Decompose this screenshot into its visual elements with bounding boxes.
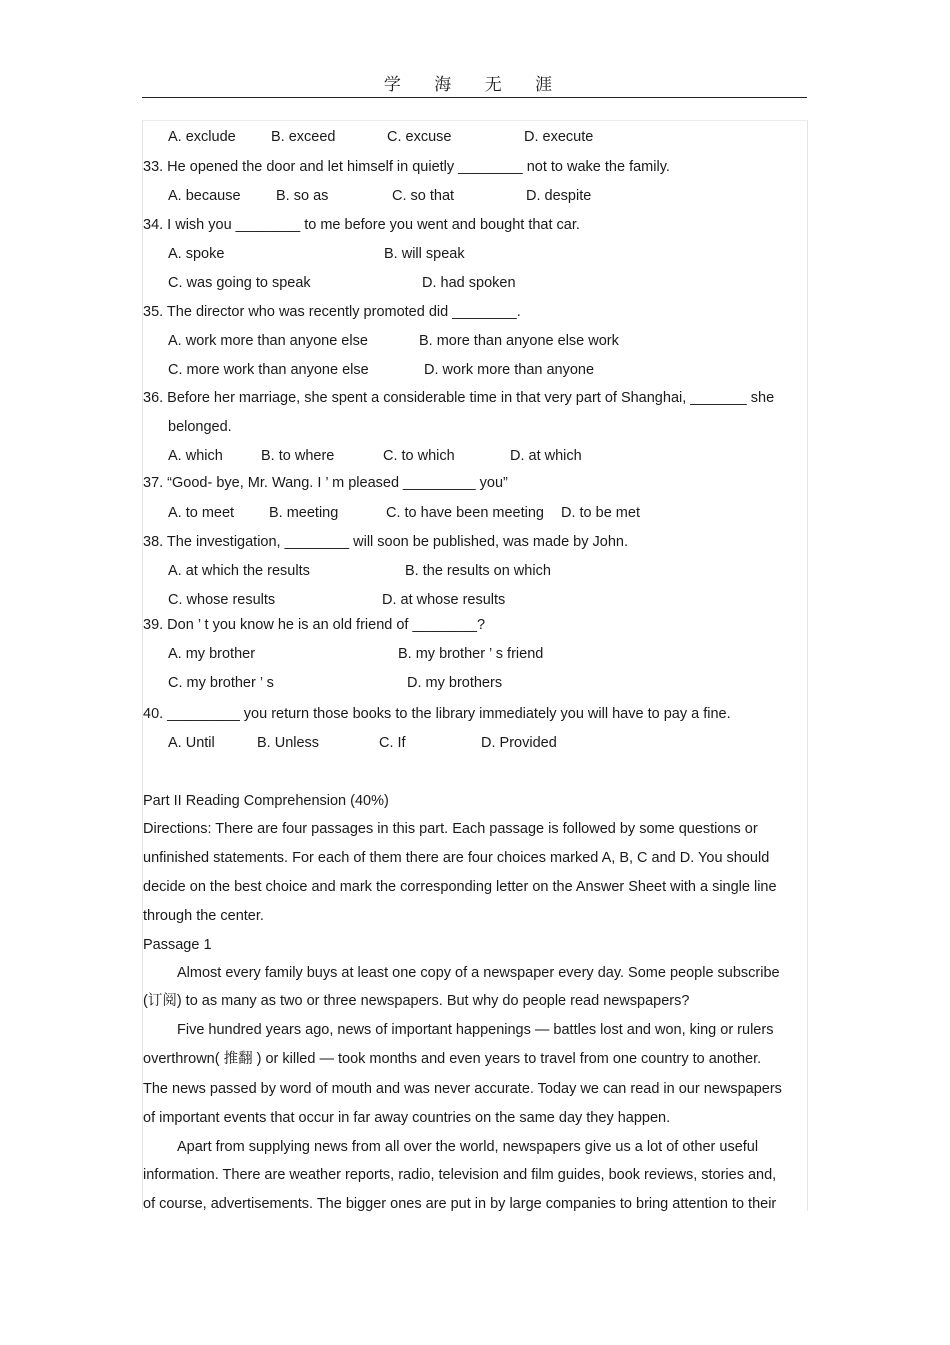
para2-line-4: of important events that occur in far away countries on the same day they happen.: [143, 1110, 671, 1126]
q34-option-a: A. spoke: [168, 246, 225, 262]
para3-line-3: of course, advertisements. The bigger ones are put in by large companies to bring attention to their: [143, 1196, 777, 1212]
q39-option-c: C. my brother ’ s: [168, 675, 274, 691]
para2-line-1: Five hundred years ago, news of important happenings — battles lost and won, king or rulers: [177, 1022, 774, 1038]
q36-option-c: C. to which: [383, 448, 455, 464]
q37-stem: 37. “Good- bye, Mr. Wang. I ’ m pleased _________ you”: [143, 475, 508, 491]
q35-stem: 35. The director who was recently promoted did ________.: [143, 304, 521, 320]
q36-option-a: A. which: [168, 448, 223, 464]
q35-option-a: A. work more than anyone else: [168, 333, 368, 349]
para3-line-2: information. There are weather reports, radio, television and film guides, book reviews, stories and,: [143, 1167, 777, 1183]
q39-option-d: D. my brothers: [407, 675, 503, 691]
q40-option-d: D. Provided: [481, 735, 557, 751]
q32-option-d: D. execute: [524, 129, 594, 145]
directions-line-3: decide on the best choice and mark the corresponding letter on the Answer Sheet with a single line: [143, 879, 777, 895]
q38-option-b: B. the results on which: [405, 563, 551, 579]
q39-option-b: B. my brother ’ s friend: [398, 646, 544, 662]
q33-option-a: A. because: [168, 188, 241, 204]
q34-option-d: D. had spoken: [422, 275, 516, 291]
para2-line-2: overthrown( 推翻 ) or killed — took months and even years to travel from one country to another.: [143, 1051, 762, 1067]
q35-option-b: B. more than anyone else work: [419, 333, 619, 349]
para2-line-3: The news passed by word of mouth and was never accurate. Today we can read in our newspapers: [143, 1081, 782, 1097]
q34-stem: 34. I wish you ________ to me before you went and bought that car.: [143, 217, 580, 233]
page-header-title: 学 海 无 涯: [383, 75, 567, 95]
q32-option-b: B. exceed: [271, 129, 336, 145]
q36-option-d: D. at which: [510, 448, 582, 464]
q40-stem: 40. _________ you return those books to the library immediately you will have to pay a fine.: [143, 706, 731, 722]
q39-option-a: A. my brother: [168, 646, 256, 662]
q33-stem: 33. He opened the door and let himself in quietly ________ not to wake the family.: [143, 159, 670, 175]
q37-option-d: D. to be met: [561, 505, 640, 521]
part2-title: Part II Reading Comprehension (40%): [143, 793, 389, 809]
q37-option-b: B. meeting: [269, 505, 339, 521]
q33-option-b: B. so as: [276, 188, 329, 204]
q32-option-c: C. excuse: [387, 129, 452, 145]
q35-option-c: C. more work than anyone else: [168, 362, 369, 378]
q38-option-d: D. at whose results: [382, 592, 506, 608]
q40-option-b: B. Unless: [257, 735, 320, 751]
q33-option-d: D. despite: [526, 188, 592, 204]
directions-line-1: Directions: There are four passages in this part. Each passage is followed by some questions or: [143, 821, 758, 837]
q32-option-a: A. exclude: [168, 129, 236, 145]
para1-line-2: (订阅) to as many as two or three newspapers. But why do people read newspapers?: [143, 993, 690, 1009]
q36-stem: 36. Before her marriage, she spent a considerable time in that very part of Shanghai, _______ she: [143, 390, 775, 406]
q38-option-a: A. at which the results: [168, 563, 310, 579]
passage-heading: Passage 1: [143, 937, 212, 953]
para1-line-1: Almost every family buys at least one copy of a newspaper every day. Some people subscribe: [177, 965, 780, 981]
q34-option-b: B. will speak: [384, 246, 465, 262]
q36-stem-cont: belonged.: [168, 419, 232, 435]
para3-line-1: Apart from supplying news from all over the world, newspapers give us a lot of other useful: [177, 1139, 759, 1155]
q40-option-c: C. If: [379, 735, 406, 751]
q38-stem: 38. The investigation, ________ will soon be published, was made by John.: [143, 534, 628, 550]
q40-option-a: A. Until: [168, 735, 215, 751]
q34-option-c: C. was going to speak: [168, 275, 311, 291]
q35-option-d: D. work more than anyone: [424, 362, 595, 378]
q39-stem: 39. Don ’ t you know he is an old friend of ________?: [143, 617, 486, 633]
directions-line-4: through the center.: [143, 908, 264, 924]
q37-option-a: A. to meet: [168, 505, 235, 521]
q33-option-c: C. so that: [392, 188, 455, 204]
q36-option-b: B. to where: [261, 448, 335, 464]
directions-line-2: unfinished statements. For each of them there are four choices marked A, B, C and D. You should: [143, 850, 770, 866]
q37-option-c: C. to have been meeting: [386, 505, 544, 521]
header-divider: [142, 97, 807, 98]
q38-option-c: C. whose results: [168, 592, 276, 608]
